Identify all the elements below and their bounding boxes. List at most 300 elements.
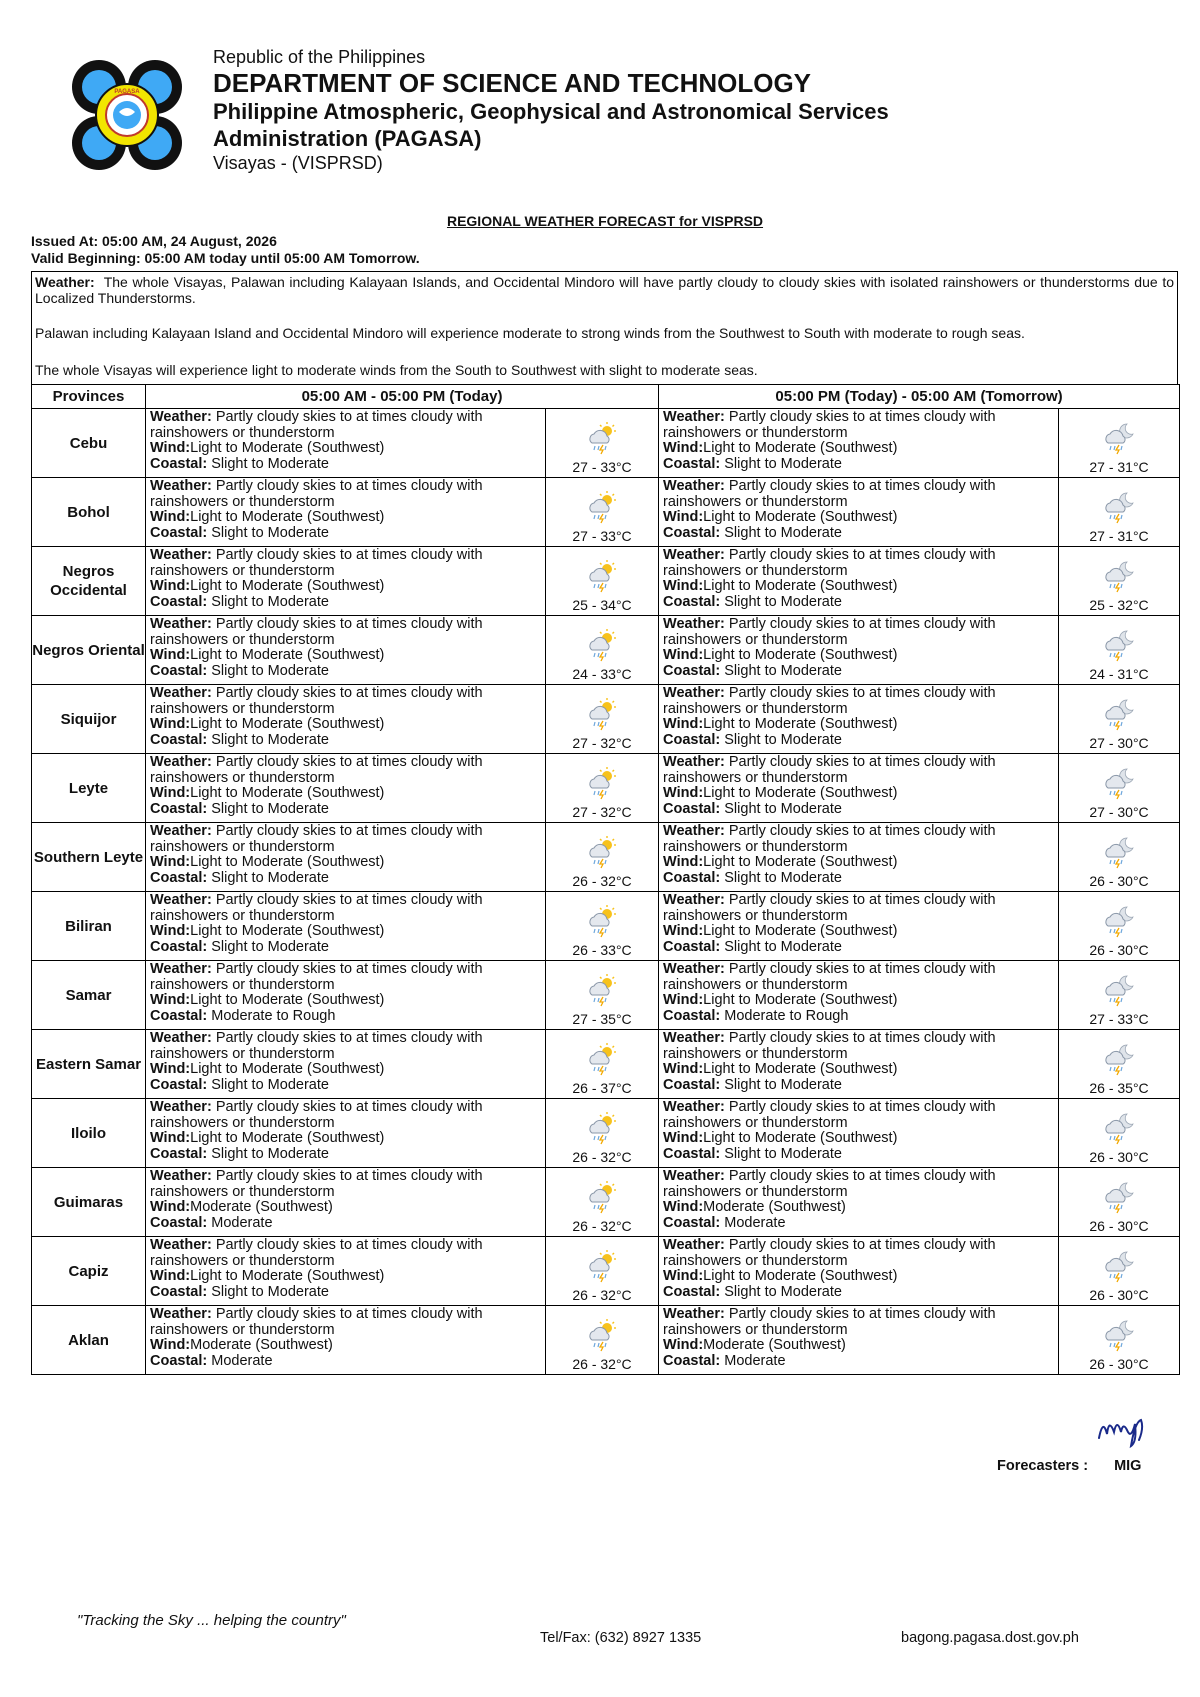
coastal-label: Coastal: <box>663 1007 721 1024</box>
weather-text: Partly cloudy skies to at times cloudy with rainshowers or thunderstorm <box>663 961 996 993</box>
wind-label: Wind: <box>150 1061 191 1077</box>
forecaster-signature <box>1095 1408 1155 1456</box>
wind-label: Wind: <box>663 1130 704 1146</box>
province-name: Samar <box>32 961 146 1030</box>
weather-label: Weather: <box>663 823 725 839</box>
coastal-label: Coastal: <box>663 662 721 679</box>
forecasters-label: Forecasters : <box>997 1458 1089 1474</box>
coastal-text: Slight to Moderate <box>724 938 842 955</box>
wind-text: Light to Moderate (Southwest) <box>190 785 385 801</box>
weather-text: Partly cloudy skies to at times cloudy with rainshowers or thunderstorm <box>663 754 996 786</box>
forecast-tonight <box>659 754 1059 823</box>
temp-tonight: 26 - 30°C <box>1089 1149 1149 1165</box>
moon-cloud-thunderstorm-icon <box>1102 973 1136 1007</box>
moon-cloud-thunderstorm-icon <box>1102 835 1136 869</box>
wind-text: Light to Moderate (Southwest) <box>703 440 898 456</box>
weather-text: Partly cloudy skies to at times cloudy with rainshowers or thunderstorm <box>150 1237 483 1269</box>
temp-today: 26 - 37°C <box>572 1080 632 1096</box>
wind-text: Light to Moderate (Southwest) <box>190 854 385 870</box>
temp-today: 26 - 32°C <box>572 1218 632 1234</box>
weather-text: Partly cloudy skies to at times cloudy with rainshowers or thunderstorm <box>150 1306 483 1338</box>
wind-label: Wind: <box>663 1268 704 1284</box>
temp-tonight-cell <box>1059 892 1180 961</box>
moon-cloud-thunderstorm-icon <box>1102 1180 1136 1214</box>
coastal-text: Slight to Moderate <box>211 1076 329 1093</box>
forecast-today <box>146 1168 546 1237</box>
coastal-text: Slight to Moderate <box>211 938 329 955</box>
wind-text: Light to Moderate (Southwest) <box>190 1268 385 1284</box>
coastal-text: Slight to Moderate <box>724 869 842 886</box>
temp-tonight-cell <box>1059 961 1180 1030</box>
forecast-tonight <box>659 1030 1059 1099</box>
weather-label: Weather: <box>150 1306 212 1322</box>
weather-text: Partly cloudy skies to at times cloudy with rainshowers or thunderstorm <box>663 409 996 441</box>
weather-label: Weather: <box>150 685 212 701</box>
temp-today: 26 - 33°C <box>572 942 632 958</box>
weather-text: Partly cloudy skies to at times cloudy with rainshowers or thunderstorm <box>150 1168 483 1200</box>
coastal-text: Slight to Moderate <box>724 662 842 679</box>
table-row <box>32 1237 1180 1306</box>
temp-today-cell <box>546 1099 659 1168</box>
forecast-tonight <box>659 478 1059 547</box>
wind-text: Light to Moderate (Southwest) <box>703 785 898 801</box>
weather-text: Partly cloudy skies to at times cloudy with rainshowers or thunderstorm <box>663 1168 996 1200</box>
forecast-today <box>146 616 546 685</box>
weather-text: Partly cloudy skies to at times cloudy with rainshowers or thunderstorm <box>150 1099 483 1131</box>
weather-label: Weather: <box>150 616 212 632</box>
forecast-tonight <box>659 547 1059 616</box>
province-name: Negros Oriental <box>32 616 146 685</box>
document-title: REGIONAL WEATHER FORECAST for VISPRSD <box>446 213 764 229</box>
coastal-label: Coastal: <box>663 938 721 955</box>
table-row <box>32 409 1180 478</box>
header-provinces: Provinces <box>32 385 146 409</box>
weather-text: Partly cloudy skies to at times cloudy with rainshowers or thunderstorm <box>150 892 483 924</box>
temp-tonight-cell <box>1059 547 1180 616</box>
forecast-rows <box>32 409 1180 1375</box>
wind-label: Wind: <box>150 992 191 1008</box>
temp-tonight-cell <box>1059 478 1180 547</box>
wind-label: Wind: <box>663 785 704 801</box>
weather-label: Weather: <box>663 754 725 770</box>
weather-label: Weather: <box>663 685 725 701</box>
temp-tonight: 27 - 33°C <box>1089 1011 1149 1027</box>
sun-cloud-thunderstorm-icon <box>585 1180 619 1214</box>
forecast-today <box>146 1099 546 1168</box>
temp-tonight: 27 - 30°C <box>1089 804 1149 820</box>
svg-text:PAGASA: PAGASA <box>114 89 140 95</box>
province-name: Negros Occidental <box>32 547 146 616</box>
temp-tonight: 27 - 30°C <box>1089 735 1149 751</box>
table-row <box>32 1306 1180 1375</box>
coastal-label: Coastal: <box>150 1283 208 1300</box>
coastal-label: Coastal: <box>663 731 721 748</box>
coastal-label: Coastal: <box>150 1214 208 1231</box>
temp-tonight-cell <box>1059 616 1180 685</box>
summary-label: Weather: <box>35 274 95 290</box>
table-row <box>32 892 1180 961</box>
province-name: Siquijor <box>32 685 146 754</box>
weather-text: Partly cloudy skies to at times cloudy with rainshowers or thunderstorm <box>663 1306 996 1338</box>
forecast-today <box>146 892 546 961</box>
forecast-today <box>146 685 546 754</box>
sun-cloud-thunderstorm-icon <box>585 559 619 593</box>
table-row <box>32 1168 1180 1237</box>
table-row <box>32 961 1180 1030</box>
sun-cloud-thunderstorm-icon <box>585 421 619 455</box>
weather-summary <box>31 271 1178 384</box>
temp-today: 26 - 32°C <box>572 1287 632 1303</box>
republic-line: Republic of the Philippines <box>213 47 426 67</box>
temp-today: 27 - 33°C <box>572 459 632 475</box>
weather-label: Weather: <box>150 961 212 977</box>
forecast-table <box>31 384 1180 1375</box>
coastal-text: Slight to Moderate <box>211 1283 329 1300</box>
summary-paragraph-1 <box>35 274 1174 306</box>
wind-text: Light to Moderate (Southwest) <box>703 1268 898 1284</box>
coastal-label: Coastal: <box>150 800 208 817</box>
table-row <box>32 478 1180 547</box>
temp-tonight: 26 - 35°C <box>1089 1080 1149 1096</box>
table-row <box>32 754 1180 823</box>
wind-label: Wind: <box>663 509 704 525</box>
temp-tonight-cell <box>1059 1306 1180 1375</box>
coastal-label: Coastal: <box>150 455 208 472</box>
wind-text: Light to Moderate (Southwest) <box>703 1061 898 1077</box>
coastal-text: Slight to Moderate <box>211 1145 329 1162</box>
temp-tonight-cell <box>1059 823 1180 892</box>
agency-name-line2: Administration (PAGASA) <box>213 126 482 151</box>
forecast-tonight <box>659 1099 1059 1168</box>
weather-text: Partly cloudy skies to at times cloudy with rainshowers or thunderstorm <box>663 1030 996 1062</box>
telfax: Tel/Fax: (632) 8927 1335 <box>540 1630 702 1646</box>
coastal-label: Coastal: <box>150 1352 208 1369</box>
coastal-label: Coastal: <box>663 455 721 472</box>
weather-text: Partly cloudy skies to at times cloudy with rainshowers or thunderstorm <box>663 616 996 648</box>
coastal-label: Coastal: <box>150 662 208 679</box>
temp-tonight: 26 - 30°C <box>1089 1356 1149 1372</box>
coastal-label: Coastal: <box>663 1283 721 1300</box>
forecast-tonight <box>659 1237 1059 1306</box>
temp-today-cell <box>546 685 659 754</box>
coastal-text: Moderate <box>724 1352 786 1369</box>
temp-today-cell <box>546 961 659 1030</box>
coastal-text: Slight to Moderate <box>211 455 329 472</box>
sun-cloud-thunderstorm-icon <box>585 1042 619 1076</box>
coastal-text: Slight to Moderate <box>724 1076 842 1093</box>
wind-text: Moderate (Southwest) <box>703 1199 846 1215</box>
table-header-row <box>32 385 1180 409</box>
province-name: Southern Leyte <box>32 823 146 892</box>
weather-label: Weather: <box>663 961 725 977</box>
wind-label: Wind: <box>150 440 191 456</box>
temp-tonight-cell <box>1059 754 1180 823</box>
coastal-text: Moderate to Rough <box>724 1007 849 1024</box>
temp-tonight-cell <box>1059 1237 1180 1306</box>
wind-text: Light to Moderate (Southwest) <box>190 992 385 1008</box>
forecast-today <box>146 1237 546 1306</box>
issued-at: Issued At: 05:00 AM, 24 August, 2026 <box>31 233 277 249</box>
coastal-text: Slight to Moderate <box>724 731 842 748</box>
coastal-label: Coastal: <box>150 731 208 748</box>
temp-today: 27 - 32°C <box>572 804 632 820</box>
weather-text: Partly cloudy skies to at times cloudy with rainshowers or thunderstorm <box>663 1237 996 1269</box>
moon-cloud-thunderstorm-icon <box>1102 904 1136 938</box>
wind-label: Wind: <box>663 1061 704 1077</box>
coastal-text: Slight to Moderate <box>724 593 842 610</box>
wind-text: Light to Moderate (Southwest) <box>703 578 898 594</box>
moon-cloud-thunderstorm-icon <box>1102 697 1136 731</box>
wind-label: Wind: <box>150 716 191 732</box>
temp-today: 25 - 34°C <box>572 597 632 613</box>
province-name: Cebu <box>32 409 146 478</box>
forecast-today <box>146 823 546 892</box>
temp-tonight: 26 - 30°C <box>1089 942 1149 958</box>
coastal-label: Coastal: <box>663 524 721 541</box>
weather-text: Partly cloudy skies to at times cloudy with rainshowers or thunderstorm <box>150 1030 483 1062</box>
summary-paragraph-2: Palawan including Kalayaan Island and Occidental Mindoro will experience moderate to strong winds from the Southwest to South with moderate to rough seas. <box>35 325 1025 341</box>
sun-cloud-thunderstorm-icon <box>585 490 619 524</box>
temp-today-cell <box>546 754 659 823</box>
wind-text: Light to Moderate (Southwest) <box>190 509 385 525</box>
coastal-text: Slight to Moderate <box>211 800 329 817</box>
temp-today: 27 - 35°C <box>572 1011 632 1027</box>
coastal-label: Coastal: <box>663 1214 721 1231</box>
temp-today: 26 - 32°C <box>572 873 632 889</box>
forecast-today <box>146 1030 546 1099</box>
wind-label: Wind: <box>663 923 704 939</box>
moon-cloud-thunderstorm-icon <box>1102 559 1136 593</box>
header-today: 05:00 AM - 05:00 PM (Today) <box>146 385 659 409</box>
province-name: Iloilo <box>32 1099 146 1168</box>
wind-label: Wind: <box>663 1199 704 1215</box>
coastal-label: Coastal: <box>663 800 721 817</box>
table-row <box>32 616 1180 685</box>
temp-today: 24 - 33°C <box>572 666 632 682</box>
wind-text: Light to Moderate (Southwest) <box>190 716 385 732</box>
coastal-text: Slight to Moderate <box>724 455 842 472</box>
weather-label: Weather: <box>150 409 212 425</box>
moon-cloud-thunderstorm-icon <box>1102 628 1136 662</box>
sun-cloud-thunderstorm-icon <box>585 973 619 1007</box>
wind-label: Wind: <box>150 1130 191 1146</box>
wind-label: Wind: <box>150 578 191 594</box>
weather-text: Partly cloudy skies to at times cloudy with rainshowers or thunderstorm <box>150 961 483 993</box>
coastal-text: Slight to Moderate <box>724 800 842 817</box>
valid-period: Valid Beginning: 05:00 AM today until 05:00 AM Tomorrow. <box>31 250 420 266</box>
table-row <box>32 547 1180 616</box>
table-row <box>32 1099 1180 1168</box>
forecaster-name: MIG <box>1114 1458 1142 1474</box>
moon-cloud-thunderstorm-icon <box>1102 1249 1136 1283</box>
temp-today: 26 - 32°C <box>572 1356 632 1372</box>
temp-tonight: 26 - 30°C <box>1089 1218 1149 1234</box>
wind-label: Wind: <box>663 992 704 1008</box>
wind-label: Wind: <box>150 509 191 525</box>
weather-label: Weather: <box>663 547 725 563</box>
temp-tonight-cell <box>1059 409 1180 478</box>
coastal-label: Coastal: <box>150 1007 208 1024</box>
coastal-label: Coastal: <box>663 1352 721 1369</box>
weather-text: Partly cloudy skies to at times cloudy with rainshowers or thunderstorm <box>150 409 483 441</box>
sun-cloud-thunderstorm-icon <box>585 904 619 938</box>
weather-label: Weather: <box>663 1030 725 1046</box>
wind-label: Wind: <box>663 854 704 870</box>
summary-text-1: The whole Visayas, Palawan including Kalayaan Islands, and Occidental Mindoro will have partly cloudy to cloudy skies with isolated rainshowers or thunderstorms due to Localized Thunderstorms. <box>35 274 1174 306</box>
coastal-label: Coastal: <box>663 1076 721 1093</box>
weather-label: Weather: <box>150 1099 212 1115</box>
weather-text: Partly cloudy skies to at times cloudy with rainshowers or thunderstorm <box>150 478 483 510</box>
weather-text: Partly cloudy skies to at times cloudy with rainshowers or thunderstorm <box>663 1099 996 1131</box>
weather-label: Weather: <box>663 478 725 494</box>
province-name: Eastern Samar <box>32 1030 146 1099</box>
wind-text: Light to Moderate (Southwest) <box>190 440 385 456</box>
forecast-today <box>146 754 546 823</box>
forecast-today <box>146 547 546 616</box>
forecast-tonight <box>659 409 1059 478</box>
pagasa-logo <box>72 60 182 170</box>
province-name: Leyte <box>32 754 146 823</box>
temp-tonight: 27 - 31°C <box>1089 528 1149 544</box>
temp-today: 27 - 33°C <box>572 528 632 544</box>
weather-text: Partly cloudy skies to at times cloudy with rainshowers or thunderstorm <box>663 823 996 855</box>
wind-label: Wind: <box>663 647 704 663</box>
temp-today: 26 - 32°C <box>572 1149 632 1165</box>
temp-today-cell <box>546 547 659 616</box>
province-name: Aklan <box>32 1306 146 1375</box>
temp-today: 27 - 32°C <box>572 735 632 751</box>
wind-text: Moderate (Southwest) <box>703 1337 846 1353</box>
temp-today-cell <box>546 823 659 892</box>
coastal-label: Coastal: <box>150 593 208 610</box>
coastal-label: Coastal: <box>150 524 208 541</box>
coastal-text: Slight to Moderate <box>211 593 329 610</box>
weather-label: Weather: <box>150 478 212 494</box>
summary-paragraph-3: The whole Visayas will experience light to moderate winds from the South to Southwest with slight to moderate seas. <box>35 362 758 378</box>
province-name: Capiz <box>32 1237 146 1306</box>
issue-info <box>31 233 420 267</box>
temp-today-cell <box>546 409 659 478</box>
temp-today-cell <box>546 1306 659 1375</box>
header-tonight: 05:00 PM (Today) - 05:00 AM (Tomorrow) <box>659 385 1180 409</box>
weather-text: Partly cloudy skies to at times cloudy with rainshowers or thunderstorm <box>150 685 483 717</box>
table-row <box>32 823 1180 892</box>
wind-text: Light to Moderate (Southwest) <box>703 509 898 525</box>
weather-label: Weather: <box>150 1030 212 1046</box>
temp-tonight: 26 - 30°C <box>1089 873 1149 889</box>
forecast-today <box>146 409 546 478</box>
wind-text: Light to Moderate (Southwest) <box>703 1130 898 1146</box>
wind-text: Light to Moderate (Southwest) <box>703 647 898 663</box>
department-name: DEPARTMENT OF SCIENCE AND TECHNOLOGY <box>213 68 812 98</box>
wind-label: Wind: <box>150 1337 191 1353</box>
weather-text: Partly cloudy skies to at times cloudy with rainshowers or thunderstorm <box>150 547 483 579</box>
weather-label: Weather: <box>663 892 725 908</box>
temp-tonight: 26 - 30°C <box>1089 1287 1149 1303</box>
coastal-label: Coastal: <box>663 869 721 886</box>
table-row <box>32 1030 1180 1099</box>
wind-text: Light to Moderate (Southwest) <box>190 1130 385 1146</box>
wind-text: Light to Moderate (Southwest) <box>703 923 898 939</box>
weather-label: Weather: <box>150 1237 212 1253</box>
wind-label: Wind: <box>663 1337 704 1353</box>
website: bagong.pagasa.dost.gov.ph <box>901 1630 1079 1646</box>
wind-text: Light to Moderate (Southwest) <box>190 578 385 594</box>
forecast-tonight <box>659 1168 1059 1237</box>
moon-cloud-thunderstorm-icon <box>1102 1042 1136 1076</box>
forecast-today <box>146 961 546 1030</box>
wind-label: Wind: <box>150 785 191 801</box>
temp-tonight-cell <box>1059 1168 1180 1237</box>
agency-name-line1: Philippine Atmospheric, Geophysical and Astronomical Services <box>213 99 889 124</box>
wind-label: Wind: <box>150 1199 191 1215</box>
sun-cloud-thunderstorm-icon <box>585 1318 619 1352</box>
temp-tonight: 24 - 31°C <box>1089 666 1149 682</box>
wind-text: Light to Moderate (Southwest) <box>703 854 898 870</box>
wind-label: Wind: <box>150 923 191 939</box>
forecast-tonight <box>659 616 1059 685</box>
weather-label: Weather: <box>150 823 212 839</box>
weather-label: Weather: <box>150 547 212 563</box>
moon-cloud-thunderstorm-icon <box>1102 1111 1136 1145</box>
forecast-tonight <box>659 892 1059 961</box>
weather-label: Weather: <box>663 1099 725 1115</box>
forecast-tonight <box>659 823 1059 892</box>
slogan: "Tracking the Sky ... helping the country" <box>77 1612 346 1629</box>
weather-text: Partly cloudy skies to at times cloudy with rainshowers or thunderstorm <box>663 478 996 510</box>
province-name: Biliran <box>32 892 146 961</box>
forecasters-line <box>997 1458 1141 1474</box>
coastal-label: Coastal: <box>663 1145 721 1162</box>
weather-text: Partly cloudy skies to at times cloudy with rainshowers or thunderstorm <box>663 547 996 579</box>
weather-label: Weather: <box>663 1168 725 1184</box>
moon-cloud-thunderstorm-icon <box>1102 1318 1136 1352</box>
temp-today-cell <box>546 892 659 961</box>
coastal-text: Slight to Moderate <box>211 524 329 541</box>
office-name: Visayas - (VISPRSD) <box>213 153 383 173</box>
weather-text: Partly cloudy skies to at times cloudy with rainshowers or thunderstorm <box>150 754 483 786</box>
sun-cloud-thunderstorm-icon <box>585 1249 619 1283</box>
wind-label: Wind: <box>150 854 191 870</box>
weather-text: Partly cloudy skies to at times cloudy with rainshowers or thunderstorm <box>150 823 483 855</box>
sun-cloud-thunderstorm-icon <box>585 1111 619 1145</box>
temp-tonight: 27 - 31°C <box>1089 459 1149 475</box>
temp-tonight-cell <box>1059 1030 1180 1099</box>
table-row <box>32 685 1180 754</box>
coastal-text: Slight to Moderate <box>724 1145 842 1162</box>
forecast-today <box>146 1306 546 1375</box>
coastal-text: Moderate <box>211 1352 273 1369</box>
temp-tonight-cell <box>1059 685 1180 754</box>
weather-text: Partly cloudy skies to at times cloudy with rainshowers or thunderstorm <box>150 616 483 648</box>
temp-tonight-cell <box>1059 1099 1180 1168</box>
coastal-text: Moderate <box>211 1214 273 1231</box>
wind-text: Light to Moderate (Southwest) <box>703 716 898 732</box>
wind-text: Moderate (Southwest) <box>190 1199 333 1215</box>
weather-text: Partly cloudy skies to at times cloudy with rainshowers or thunderstorm <box>663 892 996 924</box>
temp-today-cell <box>546 1168 659 1237</box>
sun-cloud-thunderstorm-icon <box>585 766 619 800</box>
sun-cloud-thunderstorm-icon <box>585 628 619 662</box>
forecast-table-wrapper <box>31 384 1179 1375</box>
province-name: Bohol <box>32 478 146 547</box>
coastal-text: Moderate <box>724 1214 786 1231</box>
sun-cloud-thunderstorm-icon <box>585 835 619 869</box>
coastal-text: Slight to Moderate <box>211 869 329 886</box>
coastal-text: Slight to Moderate <box>211 731 329 748</box>
temp-today-cell <box>546 1030 659 1099</box>
temp-tonight: 25 - 32°C <box>1089 597 1149 613</box>
